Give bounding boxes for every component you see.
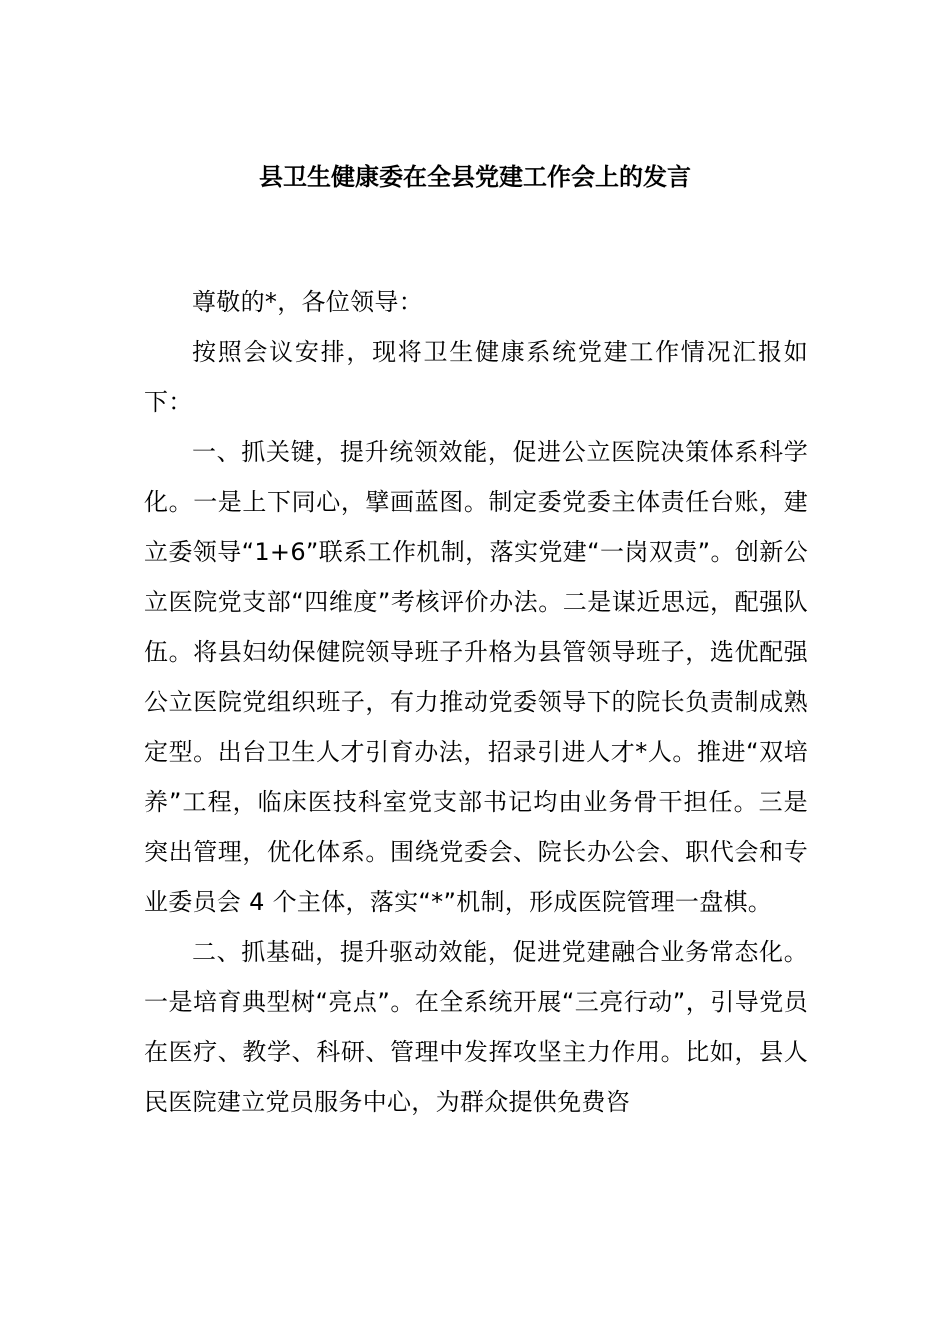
document-body bbox=[144, 277, 808, 1127]
paragraph-salutation: 尊敬的*，各位领导： bbox=[192, 288, 423, 316]
paragraph-section-two: 二、抓基础，提升驱动效能，促进党建融合业务常态化。一是培育典型树“亮点”。在全系统开展“三亮行动”，引导党员在医疗、教学、科研、管理中发挥攻坚主力作用。比如，县人民医院建立党员服务中心，为群众提供免费咨 bbox=[144, 938, 808, 1116]
document-title: 县卫生健康委在全县党建工作会上的发言 bbox=[259, 163, 691, 191]
paragraph-section-one: 一、抓关键，提升统领效能，促进公立医院决策体系科学化。一是上下同心，擘画蓝图。制定委党委主体责任台账，建立委领导“1+6”联系工作机制，落实党建“一岗双责”。创新公立医院党支部“四维度”考核评价办法。二是谋近思远，配强队伍。将县妇幼保健院领导班子升格为县管领导班子，选优配强公立医院党组织班子，有力推动党委领导下的院长负责制成熟定型。出台卫生人才引育办法，招录引进人才*人。推进“双培养”工程，临床医技科室党支部书记均由业务骨干担任。三是突出管理，优化体系。围绕党委会、院长办公会、职代会和专业委员会 4 个主体，落实“*”机制，形成医院管理一盘棋。 bbox=[144, 438, 808, 916]
paragraph-intro: 按照会议安排，现将卫生健康系统党建工作情况汇报如下： bbox=[144, 338, 808, 416]
